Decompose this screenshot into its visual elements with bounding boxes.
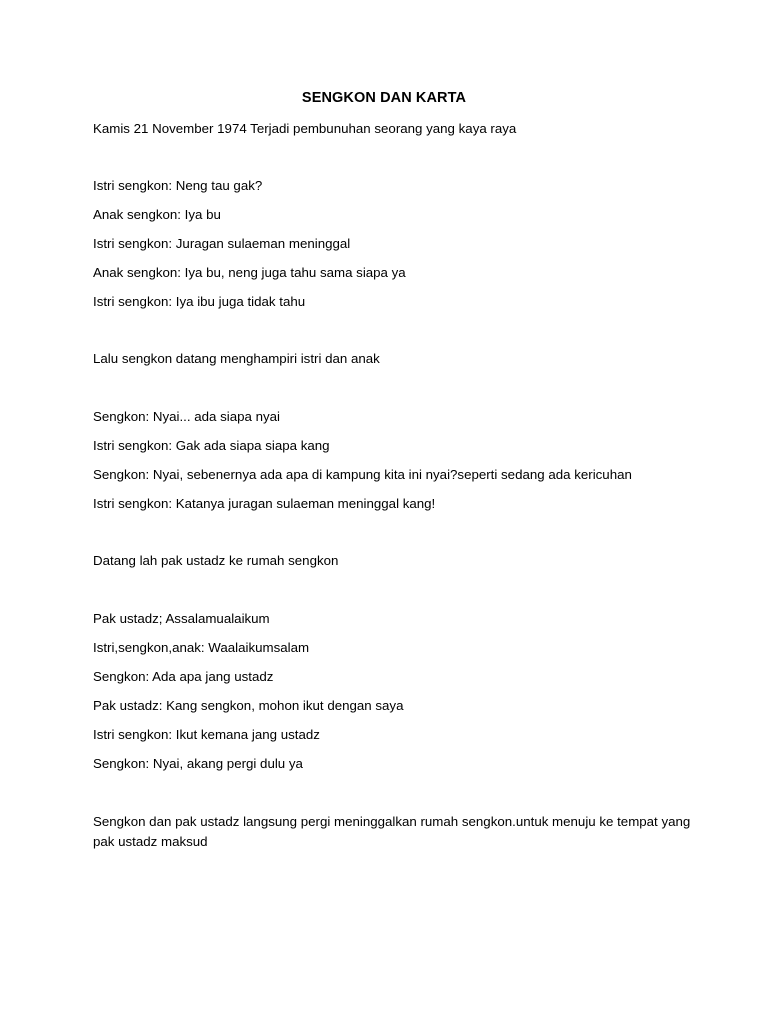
dialogue-line: Istri,sengkon,anak: Waalaikumsalam <box>93 640 310 655</box>
dialogue-line: Istri sengkon: Juragan sulaeman meninggal <box>93 236 351 251</box>
narration-line: Lalu sengkon datang menghampiri istri dan anak <box>93 351 380 366</box>
dialogue-line: Istri sengkon: Katanya juragan sulaeman meninggal kang! <box>93 496 436 511</box>
dialogue-line: Sengkon: Nyai, sebenernya ada apa di kampung kita ini nyai?seperti sedang ada kericuhan <box>93 467 632 482</box>
dialogue-line: Pak ustadz; Assalamualaikum <box>93 611 270 626</box>
dialogue-line: Sengkon: Nyai, akang pergi dulu ya <box>93 756 303 771</box>
dialogue-line: Istri sengkon: Ikut kemana jang ustadz <box>93 727 320 742</box>
dialogue-line: Sengkon: Ada apa jang ustadz <box>93 669 274 684</box>
dialogue-line: Anak sengkon: Iya bu <box>93 207 221 222</box>
narration-line: Datang lah pak ustadz ke rumah sengkon <box>93 553 339 568</box>
document-title: SENGKON DAN KARTA <box>301 90 467 106</box>
dialogue-line: Pak ustadz: Kang sengkon, mohon ikut dengan saya <box>93 698 404 713</box>
dialogue-line: Istri sengkon: Gak ada siapa siapa kang <box>93 438 330 453</box>
closing-paragraph: Sengkon dan pak ustadz langsung pergi meninggalkan rumah sengkon.untuk menuju ke tempat yang pak ustadz maksud <box>93 814 691 849</box>
intro-line: Kamis 21 November 1974 Terjadi pembunuhan seorang yang kaya raya <box>93 121 517 136</box>
dialogue-line: Istri sengkon: Iya ibu juga tidak tahu <box>93 294 306 309</box>
dialogue-line: Istri sengkon: Neng tau gak? <box>93 178 263 193</box>
dialogue-line: Sengkon: Nyai... ada siapa nyai <box>93 409 281 424</box>
dialogue-line: Anak sengkon: Iya bu, neng juga tahu sama siapa ya <box>93 265 406 280</box>
